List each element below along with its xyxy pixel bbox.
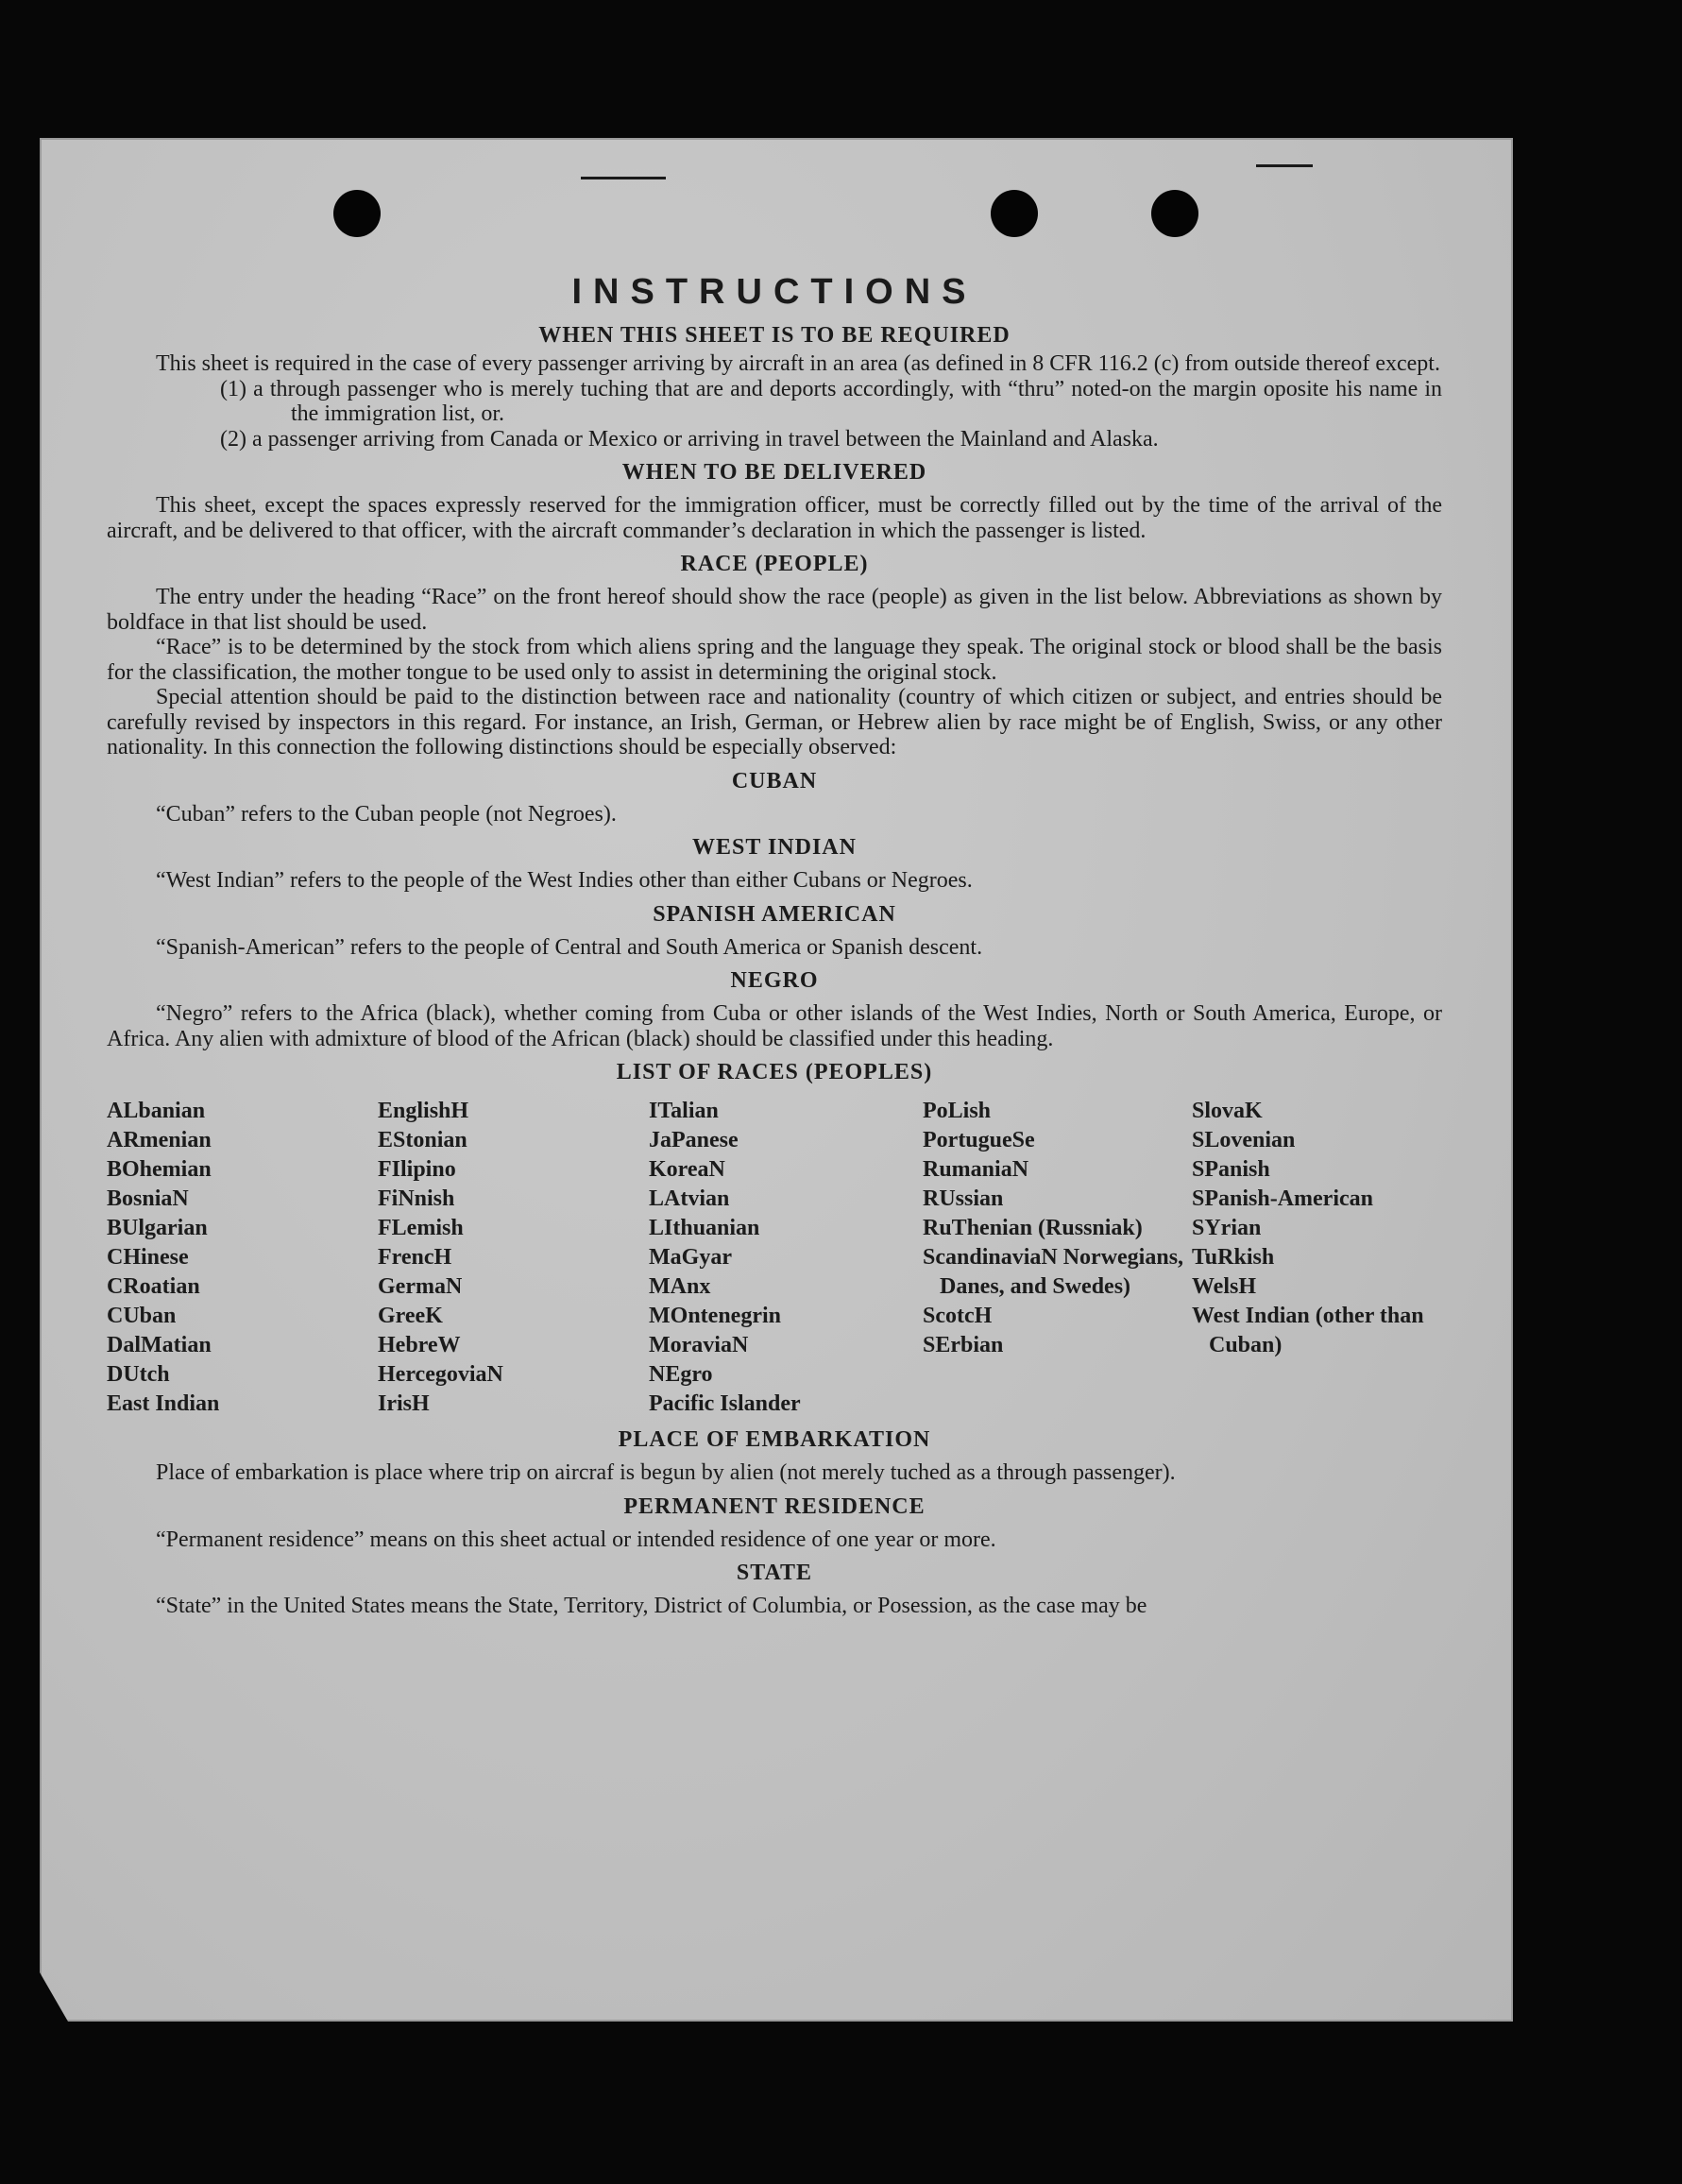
race-item: ScotcH <box>923 1304 993 1328</box>
race-item: CHinese <box>107 1245 189 1270</box>
race-item: SErbian <box>923 1333 1004 1357</box>
race-item: IrisH <box>378 1391 430 1416</box>
cuban-text: “Cuban” refers to the Cuban people (not Negroes). <box>156 801 617 827</box>
race-item: HercegoviaN <box>378 1362 503 1387</box>
punch-hole <box>1151 190 1198 237</box>
race-item: MOntenegrin <box>649 1304 781 1328</box>
embarkation-text: Place of embarkation is place where trip on aircraf is begun by alien (not merely tuched as a through passenger). <box>156 1460 1176 1485</box>
heading-when-required: WHEN THIS SHEET IS TO BE REQUIRED <box>538 323 1011 348</box>
race-item: FIlipino <box>378 1157 456 1182</box>
race-item: FrencH <box>378 1245 452 1270</box>
race-item: KoreaN <box>649 1157 725 1182</box>
race-item: JaPanese <box>649 1128 739 1152</box>
race-item: RuThenian (Russniak) <box>923 1216 1143 1240</box>
race-item: ScandinaviaN Norwegians, Danes, and Swedes) <box>923 1245 1184 1299</box>
race-text-2: “Race” is to be determined by the stock from which aliens spring and the language they speak. The original stock or blood shall be the basis for the classification, the mother tongue to be used only to assist in determining the original stock. <box>107 635 1442 685</box>
race-item: ITalian <box>649 1099 719 1123</box>
race-item: SPanish-American <box>1192 1186 1373 1211</box>
race-item: PortugueSe <box>923 1128 1035 1152</box>
race-item: CUban <box>107 1304 177 1328</box>
race-item: ALbanian <box>107 1099 206 1123</box>
race-item: BUlgarian <box>107 1216 208 1240</box>
race-item: Pacific Islander <box>649 1391 801 1416</box>
race-item: East Indian <box>107 1391 220 1416</box>
race-item: EnglishH <box>378 1099 469 1123</box>
race-item: GermaN <box>378 1274 463 1299</box>
race-text-3: Special attention should be paid to the distinction between race and nationality (country of which citizen or subject, and entries should be carefully revised by inspectors in this regard. For instance, an Irish, German, or Hebrew alien by race might be of English, Swiss, or any other nationality. In this connection the following distinctions should be especially observed: <box>107 685 1442 759</box>
torn-corner <box>40 1972 68 2022</box>
race-item: CRoatian <box>107 1274 200 1299</box>
heading-list-of-races: LIST OF RACES (PEOPLES) <box>616 1060 933 1084</box>
race-list <box>107 1097 1442 1419</box>
required-text: This sheet is required in the case of every passenger arriving by aircraft in an area (as defined in 8 CFR 116.2 (c) from outside thereof except. <box>156 351 1440 376</box>
race-column <box>107 1097 378 1419</box>
race-item: EStonian <box>378 1128 467 1152</box>
page-title: INSTRUCTIONS <box>571 272 977 312</box>
required-item-1: (1) a through passenger who is merely tuching that are and deports accordingly, with “thru” noted-on the margin oposite his name in the immigration list, or. <box>220 376 1442 426</box>
heading-negro: NEGRO <box>730 968 819 993</box>
race-item: ARmenian <box>107 1128 212 1152</box>
race-item: SPanish <box>1192 1157 1270 1182</box>
race-item: TuRkish <box>1192 1245 1275 1270</box>
heading-spanish-american: SPANISH AMERICAN <box>653 901 896 927</box>
punch-hole <box>333 190 381 237</box>
state-text: “State” in the United States means the State, Territory, District of Columbia, or Posession, as the case may be <box>156 1594 1147 1618</box>
race-item: PoLish <box>923 1099 992 1123</box>
spanish-american-text: “Spanish-American” refers to the people of Central and South America or Spanish descent. <box>156 934 983 960</box>
race-item: RumaniaN <box>923 1157 1029 1182</box>
west-indian-text: “West Indian” refers to the people of the West Indies other than either Cubans or Negroes. <box>156 868 973 893</box>
race-column <box>649 1097 923 1419</box>
punch-hole <box>991 190 1038 237</box>
race-item: DalMatian <box>107 1333 212 1357</box>
heading-permanent-residence: PERMANENT RESIDENCE <box>623 1493 926 1519</box>
race-item: SLovenian <box>1192 1128 1296 1152</box>
race-item: RUssian <box>923 1186 1004 1211</box>
race-item: FiNnish <box>378 1186 455 1211</box>
race-item: SlovaK <box>1192 1099 1263 1123</box>
heading-place-of-embarkation: PLACE OF EMBARKATION <box>618 1427 931 1452</box>
race-item: FLemish <box>378 1216 464 1240</box>
race-column <box>1192 1097 1442 1419</box>
scan-mark <box>581 177 666 179</box>
race-item: SYrian <box>1192 1216 1262 1240</box>
scan-mark <box>1256 164 1313 167</box>
race-item: DUtch <box>107 1362 170 1387</box>
race-item: MaGyar <box>649 1245 732 1270</box>
race-column <box>378 1097 649 1419</box>
race-item: WelsH <box>1192 1274 1257 1299</box>
race-item: LIthuanian <box>649 1216 760 1240</box>
race-item: HebreW <box>378 1333 461 1357</box>
race-item: LAtvian <box>649 1186 730 1211</box>
required-item-2: (2) a passenger arriving from Canada or Mexico or arriving in travel between the Mainland and Alaska. <box>220 426 1159 452</box>
race-item: BOhemian <box>107 1157 212 1182</box>
race-column <box>923 1097 1192 1419</box>
negro-text: “Negro” refers to the Africa (black), whether coming from Cuba or other islands of the West Indies, North or South America, Europe, or Africa. Any alien with admixture of blood of the African (black) should be classified under this heading. <box>107 1001 1442 1051</box>
race-item: GreeK <box>378 1304 443 1328</box>
heading-when-delivered: WHEN TO BE DELIVERED <box>621 460 927 485</box>
heading-west-indian: WEST INDIAN <box>692 835 857 860</box>
race-item: MAnx <box>649 1274 711 1299</box>
race-item: BosniaN <box>107 1186 189 1211</box>
heading-race: RACE (PEOPLE) <box>680 552 869 576</box>
race-item: NEgro <box>649 1362 713 1387</box>
race-item: MoraviaN <box>649 1333 749 1357</box>
residence-text: “Permanent residence” means on this sheet actual or intended residence of one year or more. <box>156 1527 996 1552</box>
race-text-1: The entry under the heading “Race” on the front hereof should show the race (people) as given in the list below. Abbreviations as shown by boldface in that list should be used. <box>107 585 1442 635</box>
delivered-text: This sheet, except the spaces expressly reserved for the immigration officer, must be correctly filled out by the time of the arrival of the aircraft, and be delivered to that officer, with the aircraft commander’s declaration in which the passenger is listed. <box>107 493 1442 543</box>
instructions-content <box>107 264 1442 1619</box>
heading-state: STATE <box>736 1561 813 1585</box>
heading-cuban: CUBAN <box>731 768 818 793</box>
race-item: West Indian (other than Cuban) <box>1192 1304 1424 1357</box>
